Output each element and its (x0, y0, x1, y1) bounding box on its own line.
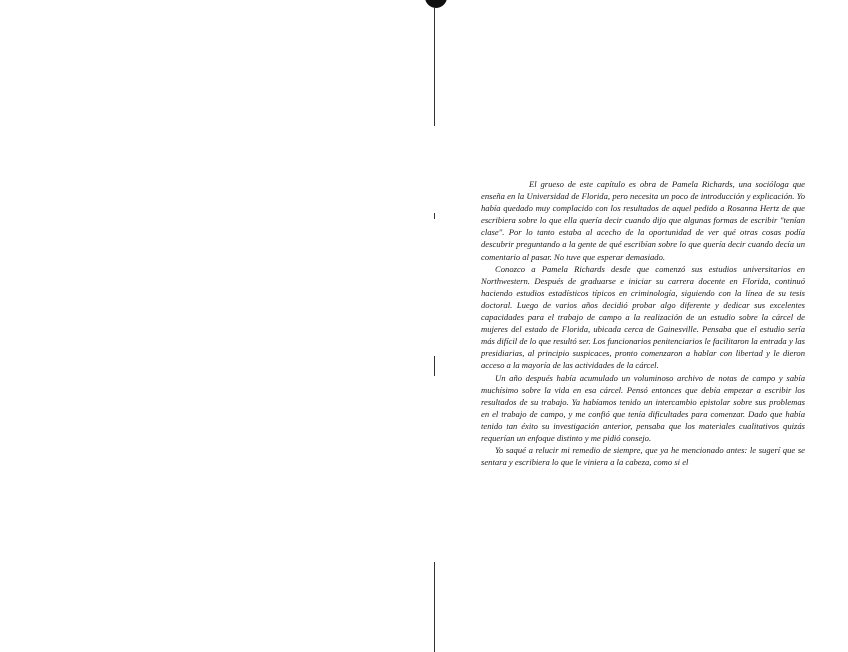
paragraph-3: Un año después había acumulado un voluminoso archivo de notas de campo y sabía muchísimo sobre la vida en esa cárcel. Pensó entonces que debía empezar a escribir los resultados de su trabajo. Ya habíamos tenido un intercambio epistolar sobre sus problemas en el trabajo de campo, y me confió que tenía dificultades para comenzar. Dado que había tenido tan éxito su investigación anterior, pensaba que los materiales cualitativos quizás requerían un enfoque distinto y me pidió consejo. (481, 372, 805, 443)
paragraph-4: Yo saqué a relucir mi remedio de siempre, que ya he mencionado antes: le sugerí que se sentara y escribiera lo que le viniera a la cabeza, como si el (481, 445, 805, 468)
gutter-tick-mid (434, 213, 435, 219)
gutter-line-bottom (434, 562, 435, 652)
paragraph-1: El grueso de este capítulo es obra de Pamela Richards, una socióloga que enseña en la Universidad de Florida, pero necesita un poco de introducción y explicación. Yo había quedado muy complacido con los resultados de aquel pedido a Rosanna Hertz de que escribiera sobre lo que ella quería decir cuando dijo que algunas formas de escribir "tenían clase". Por lo tanto estaba al acecho de la oportunidad de ver qué otras cosas podía descubrir preguntando a la gente de qué escribían sobre lo que quería decir cuando decía un comentario al pasar. No tuve que esperar demasiado. (481, 179, 805, 262)
book-page (481, 178, 805, 468)
binding-mark (425, 0, 447, 8)
gutter-line-mid (434, 356, 435, 376)
paragraph-2: Conozco a Pamela Richards desde que comenzó sus estudios universitarios en Northwestern. Después de graduarse e iniciar su carrera docente en Florida, continuó haciendo estudios estadísticos típicos en criminología, siguiendo con la línea de su tesis doctoral. Luego de varios años decidió probar algo diferente y dedicar sus excelentes capacidades para el trabajo de campo a la realización de un estudio sobre la cárcel de mujeres del estado de Florida, ubicada cerca de Gainesville. Pensaba que el estudio sería más difícil de lo que resultó ser. Los funcionarios penitenciarios le facilitaron la entrada y las presidiarias, al principio suspicaces, pronto comenzaron a hablar con libertad y le dieron acceso a la mayoría de las actividades de la cárcel. (481, 263, 805, 371)
gutter-line-top (434, 8, 435, 126)
